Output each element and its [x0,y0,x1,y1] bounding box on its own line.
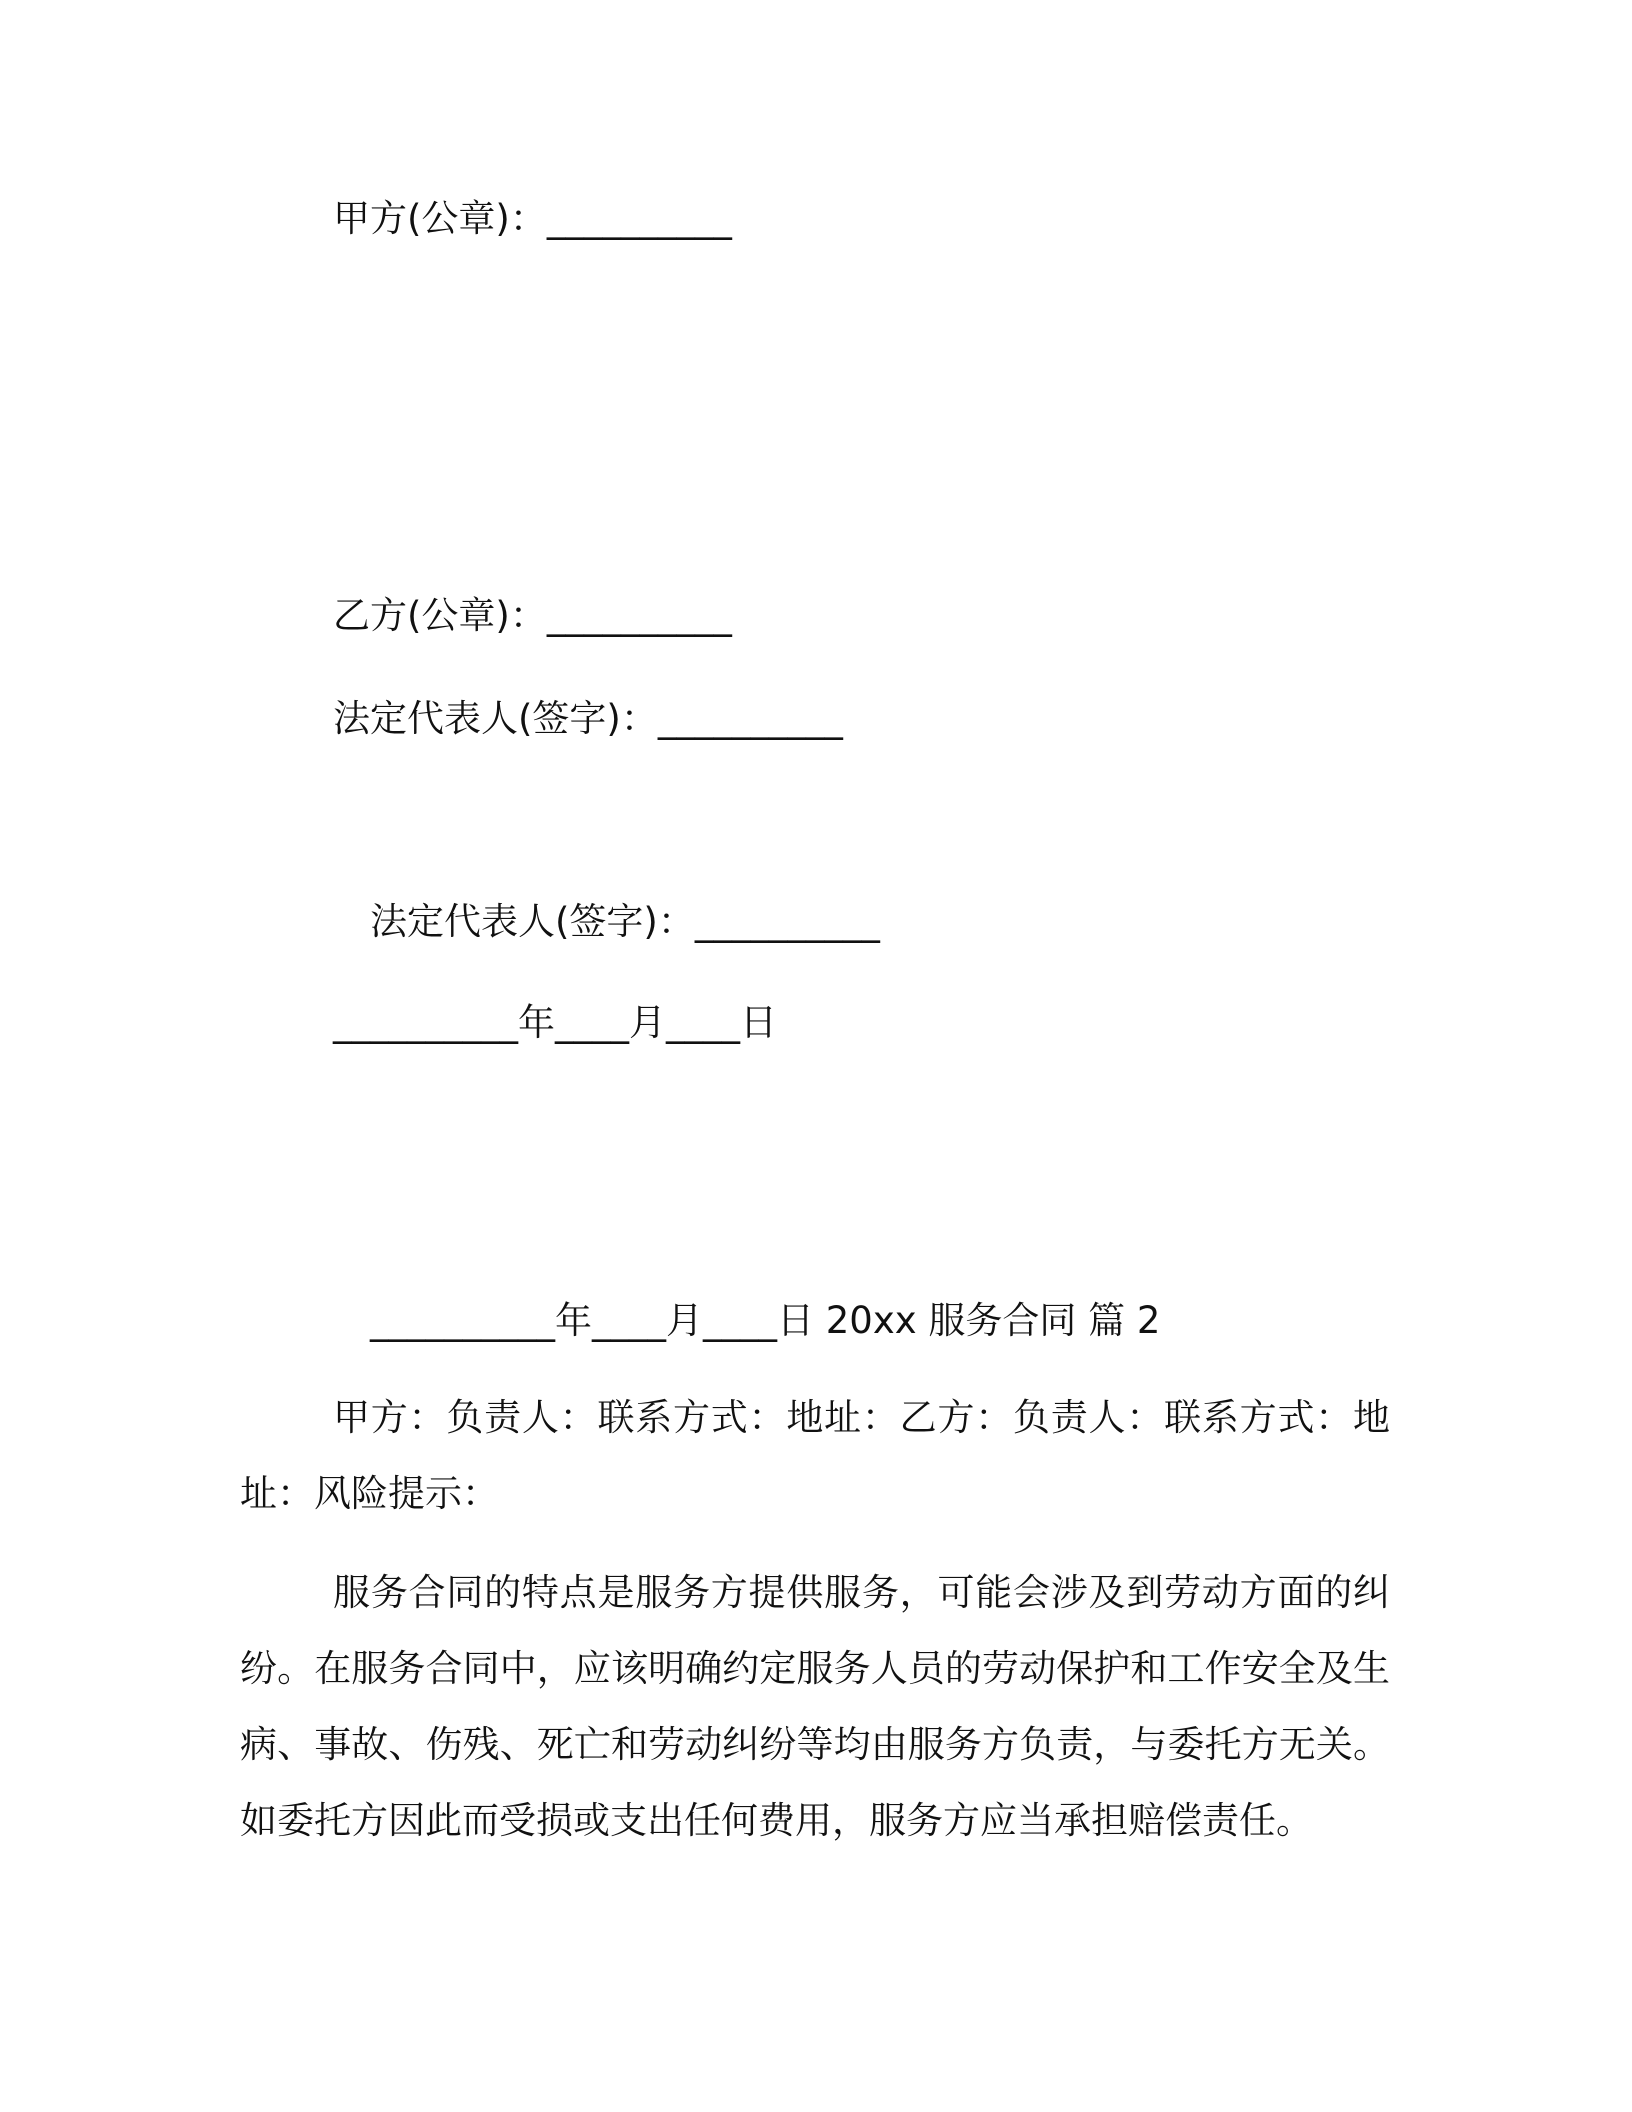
date-line: __________年____月____日 [333,1001,777,1044]
section-heading: __________年____月____日 20xx 服务合同 篇 2 [370,1299,1161,1342]
legal-representative-signature-line-2: 法定代表人(签字)：__________ [370,900,880,943]
legal-representative-signature-line: 法定代表人(签字)：__________ [333,697,843,740]
party-a-seal-line: 甲方(公章)：__________ [333,197,732,240]
party-b-seal-line: 乙方(公章)：__________ [333,594,732,637]
parties-info-paragraph: 甲方：负责人：联系方式：地址：乙方：负责人：联系方式：地址：风险提示： [240,1396,1390,1515]
risk-warning-paragraph: 服务合同的特点是服务方提供服务，可能会涉及到劳动方面的纠纷。在服务合同中，应该明确约定服务人员的劳动保护和工作安全及生病、事故、伤残、死亡和劳动纠纷等均由服务方负责，与委托方无关。如委托方因此而受损或支出任何费用，服务方应当承担赔偿责任。 [240,1571,1390,1842]
